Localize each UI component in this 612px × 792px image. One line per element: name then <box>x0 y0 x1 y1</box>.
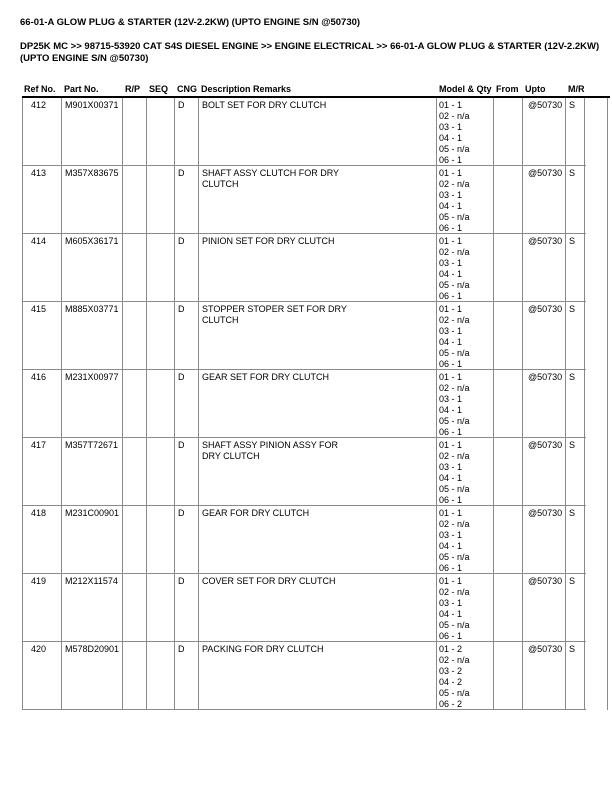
model_qty-line: 01 - 1 <box>439 372 463 382</box>
cell-part_no: M605X36171 <box>62 234 123 301</box>
breadcrumb: DP25K MC >> 98715-53920 CAT S4S DIESEL ENGINE >> ENGINE ELECTRICAL >> 66-01-A GLOW PLUG & STARTER (12V-2.2KW) (UPTO ENGINE S/N @50730) <box>20 41 600 64</box>
table-row <box>22 370 586 438</box>
model_qty-line: 02 - n/a <box>439 247 470 257</box>
model_qty-line: 02 - n/a <box>439 451 470 461</box>
model_qty-line: 05 - n/a <box>439 484 470 494</box>
cell-from <box>494 506 523 573</box>
table-row <box>22 302 586 370</box>
cell-ref_no: 418 <box>22 506 62 573</box>
cell-from <box>494 438 523 505</box>
cell-description <box>199 98 437 165</box>
table-row <box>22 438 586 506</box>
model_qty-line: 02 - n/a <box>439 519 470 529</box>
model_qty-line: 03 - 1 <box>439 258 463 268</box>
cell-model_qty <box>437 370 494 437</box>
cell-rp <box>123 574 147 641</box>
column-header-rp: R/P <box>125 84 141 94</box>
description-line: CLUTCH <box>202 315 239 325</box>
model_qty-line: 03 - 1 <box>439 530 463 540</box>
cell-model_qty <box>437 234 494 301</box>
cell-upto: @50730 <box>523 574 566 641</box>
cell-upto: @50730 <box>523 370 566 437</box>
model_qty-line: 03 - 1 <box>439 462 463 472</box>
model_qty-line: 05 - n/a <box>439 212 470 222</box>
cell-description <box>199 166 437 233</box>
cell-mr: S <box>566 98 585 165</box>
column-header-seq: SEQ <box>149 84 169 94</box>
cell-cng: D <box>175 574 199 641</box>
cell-rp <box>123 234 147 301</box>
model_qty-line: 02 - n/a <box>439 655 470 665</box>
cell-seq <box>147 98 175 165</box>
cell-upto: @50730 <box>523 234 566 301</box>
model_qty-line: 05 - n/a <box>439 552 470 562</box>
cell-model_qty <box>437 574 494 641</box>
cell-part_no: M578D20901 <box>62 642 123 709</box>
model_qty-line: 05 - n/a <box>439 280 470 290</box>
cell-seq <box>147 234 175 301</box>
cell-seq <box>147 302 175 369</box>
cell-ref_no: 414 <box>22 234 62 301</box>
table-row <box>22 234 586 302</box>
model_qty-line: 04 - 1 <box>439 609 463 619</box>
model_qty-line: 01 - 1 <box>439 440 463 450</box>
model_qty-line: 01 - 1 <box>439 576 463 586</box>
model_qty-line: 04 - 1 <box>439 473 463 483</box>
model_qty-line: 04 - 1 <box>439 337 463 347</box>
cell-model_qty <box>437 438 494 505</box>
model_qty-line: 06 - 1 <box>439 495 463 505</box>
cell-from <box>494 302 523 369</box>
column-header-cng: CNG <box>177 84 197 94</box>
cell-part_no: M901X00371 <box>62 98 123 165</box>
cell-seq <box>147 574 175 641</box>
cell-part_no: M357T72671 <box>62 438 123 505</box>
cell-description <box>199 574 437 641</box>
page-title: 66-01-A GLOW PLUG & STARTER (12V-2.2KW) (UPTO ENGINE S/N @50730) <box>20 17 361 28</box>
model_qty-line: 06 - 1 <box>439 631 463 641</box>
description-line: STOPPER STOPER SET FOR DRY <box>202 304 347 314</box>
cell-rp <box>123 642 147 709</box>
model_qty-line: 02 - n/a <box>439 111 470 121</box>
cell-from <box>494 574 523 641</box>
model_qty-line: 04 - 1 <box>439 269 463 279</box>
model_qty-line: 03 - 1 <box>439 394 463 404</box>
cell-cng: D <box>175 166 199 233</box>
model_qty-line: 04 - 2 <box>439 677 463 687</box>
table-row <box>22 574 586 642</box>
model_qty-line: 02 - n/a <box>439 315 470 325</box>
cell-from <box>494 370 523 437</box>
model_qty-line: 06 - 1 <box>439 359 463 369</box>
model_qty-line: 01 - 1 <box>439 508 463 518</box>
model_qty-line: 02 - n/a <box>439 383 470 393</box>
cell-part_no: M885X03771 <box>62 302 123 369</box>
table-row <box>22 98 586 166</box>
cell-rp <box>123 302 147 369</box>
model_qty-line: 04 - 1 <box>439 405 463 415</box>
model_qty-line: 01 - 1 <box>439 236 463 246</box>
model_qty-line: 01 - 1 <box>439 168 463 178</box>
table-header-row <box>22 84 610 98</box>
model_qty-line: 05 - n/a <box>439 348 470 358</box>
cell-ref_no: 413 <box>22 166 62 233</box>
column-header-model_qty: Model & Qty <box>439 84 492 94</box>
description-line: CLUTCH <box>202 179 239 189</box>
model_qty-line: 04 - 1 <box>439 201 463 211</box>
cell-part_no: M231X00977 <box>62 370 123 437</box>
column-header-description: Description Remarks <box>201 84 292 94</box>
model_qty-line: 05 - n/a <box>439 688 470 698</box>
cell-description <box>199 506 437 573</box>
model_qty-line: 03 - 1 <box>439 122 463 132</box>
model_qty-line: 04 - 1 <box>439 541 463 551</box>
cell-ref_no: 419 <box>22 574 62 641</box>
description-line: PACKING FOR DRY CLUTCH <box>202 644 324 654</box>
description-line: SHAFT ASSY PINION ASSY FOR <box>202 440 339 450</box>
column-header-part_no: Part No. <box>64 84 99 94</box>
cell-cng: D <box>175 642 199 709</box>
model_qty-line: 04 - 1 <box>439 133 463 143</box>
cell-model_qty <box>437 166 494 233</box>
cell-part_no: M212X11574 <box>62 574 123 641</box>
cell-mr: S <box>566 506 585 573</box>
table-row <box>22 642 586 710</box>
model_qty-line: 01 - 2 <box>439 644 463 654</box>
cell-from <box>494 642 523 709</box>
description-line: DRY CLUTCH <box>202 451 260 461</box>
cell-upto: @50730 <box>523 642 566 709</box>
cell-mr: S <box>566 642 585 709</box>
cell-ref_no: 415 <box>22 302 62 369</box>
cell-cng: D <box>175 302 199 369</box>
cell-upto: @50730 <box>523 166 566 233</box>
model_qty-line: 05 - n/a <box>439 416 470 426</box>
cell-mr: S <box>566 370 585 437</box>
cell-model_qty <box>437 98 494 165</box>
cell-from <box>494 234 523 301</box>
description-line: GEAR SET FOR DRY CLUTCH <box>202 372 330 382</box>
model_qty-line: 05 - n/a <box>439 144 470 154</box>
model_qty-line: 01 - 1 <box>439 304 463 314</box>
cell-ref_no: 416 <box>22 370 62 437</box>
cell-cng: D <box>175 506 199 573</box>
model_qty-line: 03 - 1 <box>439 190 463 200</box>
column-header-ref_no: Ref No. <box>24 84 56 94</box>
cell-rp <box>123 438 147 505</box>
cell-upto: @50730 <box>523 98 566 165</box>
cell-model_qty <box>437 302 494 369</box>
model_qty-line: 03 - 2 <box>439 666 463 676</box>
cell-seq <box>147 506 175 573</box>
cell-part_no: M231C00901 <box>62 506 123 573</box>
cell-mr: S <box>566 574 585 641</box>
cell-upto: @50730 <box>523 302 566 369</box>
model_qty-line: 02 - n/a <box>439 587 470 597</box>
model_qty-line: 03 - 1 <box>439 598 463 608</box>
description-line: PINION SET FOR DRY CLUTCH <box>202 236 335 246</box>
cell-rp <box>123 166 147 233</box>
column-header-from: From <box>496 84 519 94</box>
cell-upto: @50730 <box>523 506 566 573</box>
cell-model_qty <box>437 642 494 709</box>
cell-rp <box>123 370 147 437</box>
table-outer-right-border <box>607 98 608 710</box>
description-line: SHAFT ASSY CLUTCH FOR DRY <box>202 168 340 178</box>
table-row <box>22 166 586 234</box>
cell-ref_no: 417 <box>22 438 62 505</box>
cell-cng: D <box>175 234 199 301</box>
cell-upto: @50730 <box>523 438 566 505</box>
cell-cng: D <box>175 370 199 437</box>
cell-description <box>199 642 437 709</box>
cell-description <box>199 302 437 369</box>
cell-description <box>199 370 437 437</box>
cell-mr: S <box>566 166 585 233</box>
cell-mr: S <box>566 302 585 369</box>
table-row <box>22 506 586 574</box>
cell-cng: D <box>175 98 199 165</box>
model_qty-line: 06 - 1 <box>439 155 463 165</box>
model_qty-line: 06 - 1 <box>439 223 463 233</box>
model_qty-line: 06 - 2 <box>439 699 463 709</box>
parts-table <box>22 84 610 710</box>
cell-rp <box>123 506 147 573</box>
description-line: BOLT SET FOR DRY CLUTCH <box>202 100 327 110</box>
description-line: COVER SET FOR DRY CLUTCH <box>202 576 336 586</box>
cell-seq <box>147 642 175 709</box>
cell-ref_no: 412 <box>22 98 62 165</box>
description-line: GEAR FOR DRY CLUTCH <box>202 508 310 518</box>
model_qty-line: 03 - 1 <box>439 326 463 336</box>
cell-description <box>199 234 437 301</box>
model_qty-line: 06 - 1 <box>439 563 463 573</box>
cell-rp <box>123 98 147 165</box>
cell-seq <box>147 166 175 233</box>
cell-from <box>494 98 523 165</box>
model_qty-line: 06 - 1 <box>439 291 463 301</box>
model_qty-line: 01 - 1 <box>439 100 463 110</box>
cell-description <box>199 438 437 505</box>
cell-part_no: M357X83675 <box>62 166 123 233</box>
cell-seq <box>147 370 175 437</box>
cell-mr: S <box>566 234 585 301</box>
column-header-mr: M/R <box>568 84 585 94</box>
cell-seq <box>147 438 175 505</box>
cell-from <box>494 166 523 233</box>
cell-ref_no: 420 <box>22 642 62 709</box>
column-header-upto: Upto <box>525 84 546 94</box>
model_qty-line: 06 - 1 <box>439 427 463 437</box>
table-body <box>22 98 586 710</box>
cell-mr: S <box>566 438 585 505</box>
model_qty-line: 02 - n/a <box>439 179 470 189</box>
cell-model_qty <box>437 506 494 573</box>
cell-cng: D <box>175 438 199 505</box>
model_qty-line: 05 - n/a <box>439 620 470 630</box>
